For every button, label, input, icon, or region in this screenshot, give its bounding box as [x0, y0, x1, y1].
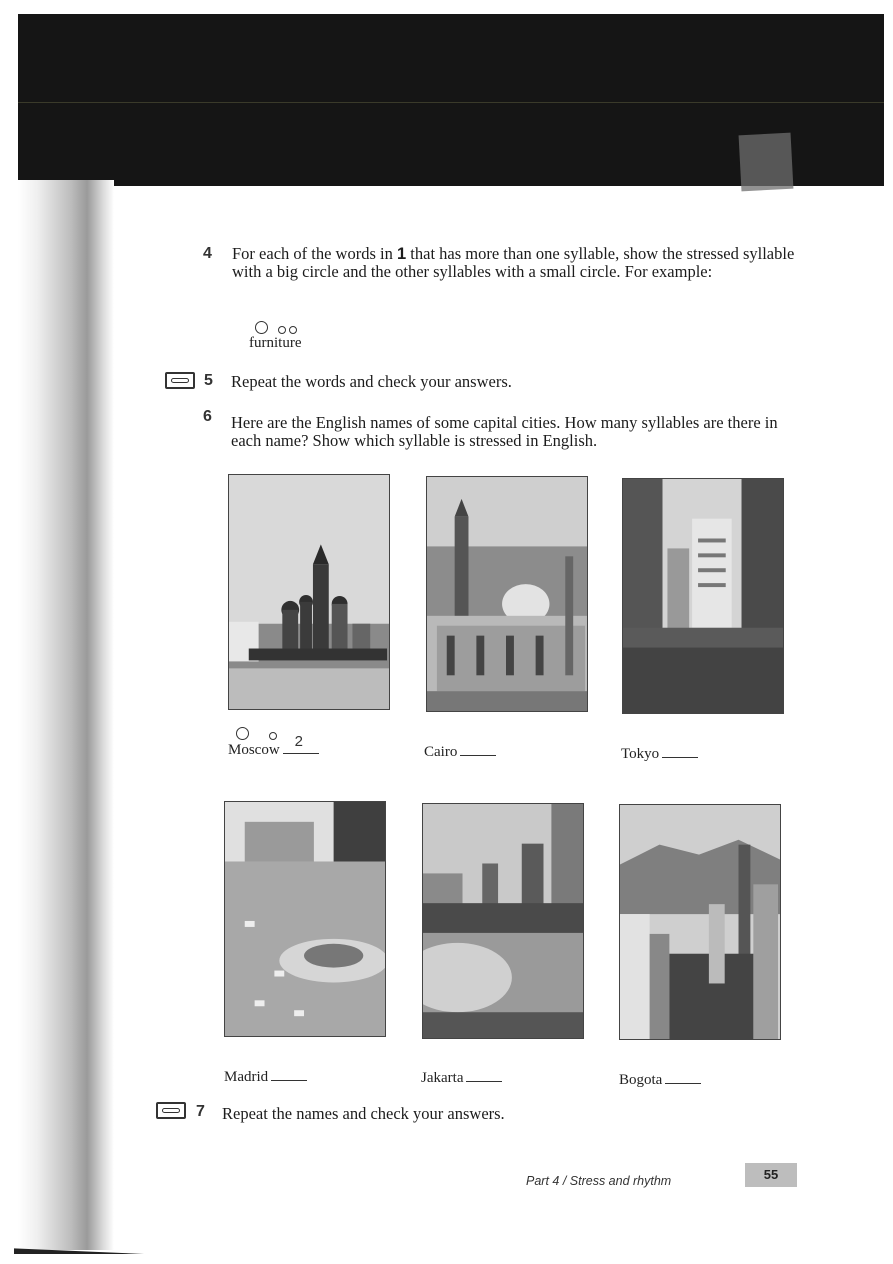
- stress-small-circle-icon: [278, 326, 286, 334]
- answer-blank[interactable]: [460, 742, 496, 756]
- exercise-4-instructions: [232, 245, 807, 281]
- answer-blank[interactable]: [283, 733, 319, 754]
- bogota-photo: [619, 804, 781, 1040]
- section-footer: Part 4 / Stress and rhythm: [526, 1174, 672, 1188]
- city-name: Madrid: [224, 1069, 269, 1085]
- answer-blank[interactable]: [665, 1070, 701, 1084]
- city-label-jakarta: [421, 1068, 502, 1087]
- tape-mark: [739, 133, 794, 192]
- answer-blank[interactable]: [662, 744, 698, 758]
- madrid-photo: [224, 801, 386, 1037]
- stress-big-circle-icon: [236, 727, 249, 740]
- book-gutter-shadow: [18, 180, 114, 1250]
- city-label-moscow: [228, 733, 319, 759]
- city-label-tokyo: [621, 744, 698, 763]
- cassette-icon: [156, 1102, 186, 1119]
- example-word: furniture: [249, 335, 302, 351]
- cassette-icon: [165, 372, 195, 389]
- exercise-number-4: 4: [203, 245, 212, 262]
- tokyo-photo: [622, 478, 784, 714]
- city-label-madrid: [224, 1067, 307, 1086]
- city-name: Tokyo: [621, 746, 660, 762]
- city-label-cairo: [424, 742, 496, 761]
- exercise-5-instructions: Repeat the words and check your answers.: [231, 372, 512, 391]
- jakarta-photo: [422, 803, 584, 1039]
- city-label-bogota: [619, 1070, 701, 1089]
- exercise-4-text-start: For each of the words in: [232, 244, 397, 263]
- stress-small-circle-icon: [289, 326, 297, 334]
- city-name: Jakarta: [421, 1070, 464, 1086]
- exercise-number-5: 5: [204, 372, 213, 389]
- exercise-6-instructions: Here are the English names of some capital cities. How many syllables are there in each name? Show which syllable is stressed in English.: [231, 413, 778, 450]
- stress-small-circle-icon: [269, 732, 277, 740]
- exercise-number-6: 6: [203, 408, 212, 425]
- exercise-7-instructions: Repeat the names and check your answers.: [222, 1104, 505, 1123]
- scan-dark-border: [18, 14, 884, 186]
- exercise-4-ref: 1: [396, 245, 407, 263]
- city-name: Bogota: [619, 1072, 663, 1088]
- page-number: 55: [745, 1163, 797, 1187]
- cairo-photo: [426, 476, 588, 712]
- stress-big-circle-icon: [255, 321, 268, 334]
- city-name: Moscow: [228, 742, 280, 758]
- exercise-number-7: 7: [196, 1103, 205, 1120]
- answer-value: 2: [294, 733, 304, 750]
- moscow-photo: [228, 474, 390, 710]
- scan-line: [18, 102, 884, 103]
- exercise-4-text-end: that has more than one syllable, show the stressed syllable with a big circle and the other syllables with a small circle. For example:: [232, 244, 795, 281]
- answer-blank[interactable]: [466, 1068, 502, 1082]
- city-name: Cairo: [424, 744, 458, 760]
- answer-blank[interactable]: [271, 1067, 307, 1081]
